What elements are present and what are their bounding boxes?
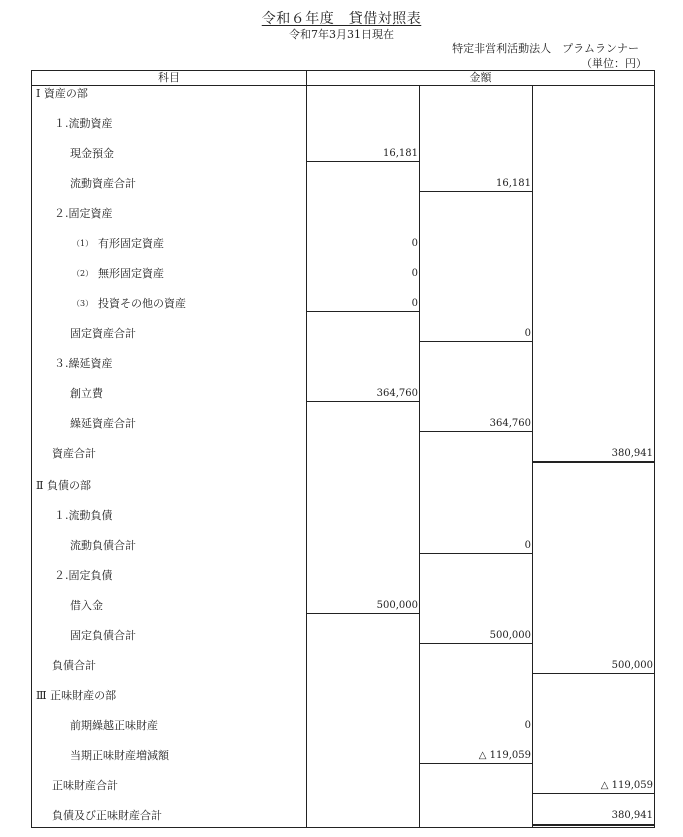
label-fixed-assets-total: 固定資産合計 [70, 327, 136, 340]
value-current-liabilities-total: 0 [524, 540, 531, 551]
rule-liabilities-total [533, 673, 655, 674]
label-deferred-assets-total: 繰延資産合計 [70, 417, 136, 430]
label-fixed-liabilities-total: 固定負債合計 [70, 629, 136, 642]
rule-current-liabilities-total [420, 553, 532, 554]
value-liabilities-net-assets-total: 380,941 [611, 810, 653, 821]
label-organization-costs: 創立費 [70, 387, 103, 400]
value-prior-net-assets: 0 [524, 720, 531, 731]
label-current-assets: １.流動資産 [54, 117, 113, 130]
label-prior-net-assets: 前期繰越正味財産 [70, 719, 158, 732]
rule-borrowings [307, 613, 419, 614]
rule-net-assets-total [533, 793, 655, 794]
rule-fixed-assets-total [420, 341, 532, 342]
label-cash-deposits: 現金預金 [70, 147, 114, 160]
value-borrowings: 500,000 [376, 600, 418, 611]
value-intangible: 0 [411, 268, 418, 279]
rule-cash [307, 161, 419, 162]
value-current-assets-total: 16,181 [496, 178, 531, 189]
col-divider-subject [306, 70, 307, 828]
value-fixed-liabilities-total: 500,000 [489, 630, 531, 641]
organization-name: 特定非営利活動法人 プラムランナー [452, 42, 639, 55]
label-intangible: 無形固定資産 [98, 267, 164, 280]
section-net-assets: Ⅲ 正味財産の部 [36, 689, 117, 702]
frame-header-bottom [31, 85, 655, 86]
value-investments: 0 [411, 298, 418, 309]
section-assets: Ⅰ 資産の部 [36, 87, 88, 100]
value-cash-deposits: 16,181 [383, 148, 418, 159]
col-divider-amount-1 [419, 86, 420, 828]
label-fixed-assets: ２.固定資産 [54, 207, 113, 220]
value-tangible: 0 [411, 238, 418, 249]
page-title [0, 8, 683, 28]
label-liabilities-net-assets-total: 負債及び正味財産合計 [52, 809, 162, 822]
value-fixed-assets-total: 0 [524, 328, 531, 339]
label-investments: 投資その他の資産 [98, 297, 186, 310]
label-current-assets-total: 流動資産合計 [70, 177, 136, 190]
header-amount: 金額 [469, 71, 492, 84]
frame-right [654, 70, 655, 828]
rule-investments [307, 311, 419, 312]
label-current-liabilities-total: 流動負債合計 [70, 539, 136, 552]
rule-fixed-liabilities-total [420, 643, 532, 644]
header-subject: 科目 [158, 71, 180, 84]
rule-grand-total [533, 824, 655, 826]
report-date: 令和7年3月31日現在 [289, 28, 394, 41]
label-assets-total: 資産合計 [52, 447, 96, 460]
value-organization-costs: 364,760 [376, 388, 418, 399]
rule-assets-total [533, 461, 655, 463]
label-tangible: 有形固定資産 [98, 237, 164, 250]
mark-tangible: （1） [72, 239, 94, 248]
rule-deferred-assets-total [420, 431, 532, 432]
value-net-assets-total: △ 119,059 [600, 780, 653, 791]
title-text: 令和６年度 貸借対照表 [261, 11, 422, 27]
label-borrowings: 借入金 [70, 599, 103, 612]
rule-organization-costs [307, 401, 419, 402]
col-divider-amount-2 [532, 86, 533, 828]
value-deferred-assets-total: 364,760 [489, 418, 531, 429]
rule-current-change [420, 763, 532, 764]
label-net-assets-total: 正味財産合計 [52, 779, 118, 792]
section-liabilities: Ⅱ 負債の部 [36, 479, 91, 492]
label-liabilities-total: 負債合計 [52, 659, 96, 672]
label-current-change: 当期正味財産増減額 [70, 749, 169, 762]
frame-left [31, 70, 32, 828]
label-fixed-liabilities: ２.固定負債 [54, 569, 113, 582]
rule-current-assets-total [420, 191, 532, 192]
label-current-liabilities: １.流動負債 [54, 509, 113, 522]
label-deferred-assets: ３.繰延資産 [54, 357, 113, 370]
frame-bottom [31, 827, 655, 828]
unit-label: （単位：円） [581, 57, 647, 70]
value-current-change: △ 119,059 [478, 750, 531, 761]
value-liabilities-total: 500,000 [611, 660, 653, 671]
mark-investments: （3） [72, 299, 94, 308]
mark-intangible: （2） [72, 269, 94, 278]
value-assets-total: 380,941 [611, 448, 653, 459]
